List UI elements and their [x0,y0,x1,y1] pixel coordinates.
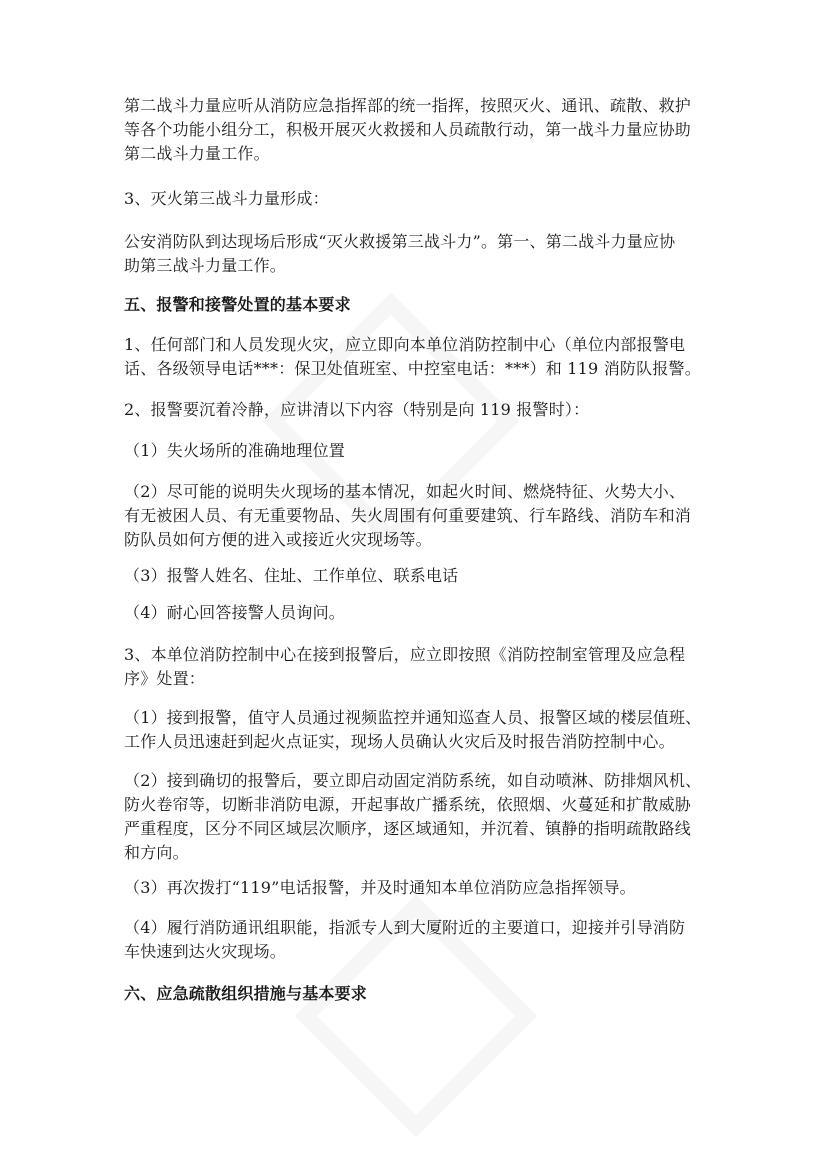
section-heading [124,982,714,1006]
text-line: 工作人员迅速赶到起火点证实，现场人员确认火灾后及时报告消防控制中心。 [124,732,675,751]
paragraph [124,439,714,463]
text-line: 五、报警和接警处置的基本要求 [124,295,351,314]
paragraph [124,769,714,865]
text-line: 车快速到达火灾现场。 [124,942,287,961]
text-line: 3、灭火第三战斗力量形成： [124,189,329,208]
paragraph [124,333,714,381]
paragraph [124,398,714,422]
section-heading [124,293,714,317]
text-line: （1）失火场所的准确地理位置 [124,441,345,460]
paragraph [124,706,714,754]
paragraph [124,94,714,166]
paragraph [124,564,714,588]
text-line: 六、应急疏散组织措施与基本要求 [124,984,368,1003]
text-line: 等各个功能小组分工，积极开展灭火救援和人员疏散行动，第一战斗力量应协助 [124,120,692,139]
text-line: （2）尽可能的说明失火现场的基本情况，如起火时间、燃烧特征、火势大小、 [124,482,686,501]
text-line: （1）接到报警，值守人员通过视频监控并通知巡查人员、报警区域的楼层值班、 [124,708,702,727]
paragraph [124,643,714,691]
text-line: （2）接到确切的报警后，要立即启动固定消防系统，如自动喷淋、防排烟风机、 [124,771,702,790]
text-line: 助第三战斗力量工作。 [124,256,287,275]
text-line: （3）报警人姓名、住址、工作单位、联系电话 [124,566,459,585]
text-line: 有无被困人员、有无重要物品、失火周围有何重要建筑、行车路线、消防车和消 [124,506,692,525]
text-line: （4）耐心回答接警人员询问。 [124,603,345,622]
text-line: 2、报警要沉着冷静，应讲清以下内容（特别是向 119 报警时）： [124,400,590,419]
text-line: 公安消防队到达现场后形成“灭火救援第三战斗力”。第一、第二战斗力量应协 [124,232,676,251]
text-line: 1、任何部门和人员发现火灾，应立即向本单位消防控制中心（单位内部报警电 [124,335,686,354]
paragraph [124,230,714,278]
paragraph [124,916,714,964]
text-line: 严重程度，区分不同区域层次顺序，逐区域通知，并沉着、镇静的指明疏散路线 [124,819,692,838]
text-line: 防队员如何方便的进入或接近火灾现场等。 [124,530,432,549]
text-line: （3）再次拨打“119”电话报警，并及时通知本单位消防应急指挥领导。 [124,878,636,897]
paragraph [124,601,714,625]
text-line: 和方向。 [124,843,189,862]
text-line: 防火卷帘等，切断非消防电源，开起事故广播系统，依照烟、火蔓延和扩散威胁 [124,795,692,814]
text-line: （4）履行消防通讯组职能，指派专人到大厦附近的主要道口，迎接并引导消防 [124,918,686,937]
text-line: 第二战斗力量工作。 [124,144,270,163]
text-line: 话、各级领导电话***：保卫处值班室、中控室电话：***）和 119 消防队报警。 [124,359,701,378]
paragraph [124,187,714,211]
text-line: 第二战斗力量应听从消防应急指挥部的统一指挥，按照灭火、通讯、疏散、救护 [124,96,692,115]
paragraph [124,480,714,552]
text-line: 3、本单位消防控制中心在接到报警后，应立即按照《消防控制室管理及应急程 [124,645,686,664]
paragraph [124,876,714,900]
text-line: 序》处置： [124,669,206,688]
